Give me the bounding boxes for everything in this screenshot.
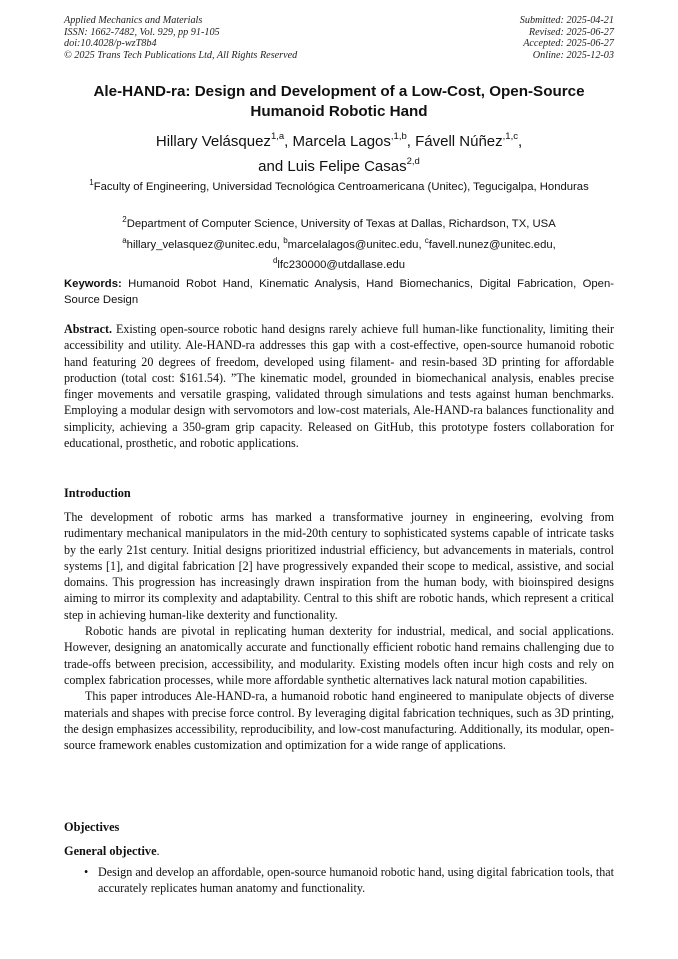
- paragraph: Robotic hands are pivotal in replicating human dexterity for industrial, medical, and social applications. However, designing an anatomically accurate and functionally efficient robotic hand remains challenging due to trade-offs between precision, accessibility, and modularity. Existing models often incur high costs and rely on complex fabrication processes, while more affordable synthetic alternatives lack natural motion capabilities.: [64, 624, 614, 687]
- author-name: Marcela Lagos: [292, 133, 391, 150]
- author-emails: $^a$hillary_velasquez@unitec.edu, $^b$marcelalagos@unitec.edu, $^c$favell.nunez@unitec.edu, $^d$lfc230000@utdallase.edu: [122, 236, 556, 271]
- list-item-text: Design and develop an affordable, open-source humanoid robotic hand, using digital fabrication tools, that accurately replicates human anatomy and functionality.: [98, 865, 614, 896]
- email-link[interactable]: favell.nunez@unitec.edu,: [428, 238, 556, 251]
- abstract-text: Existing open-source robotic hand designs rarely achieve full human-like functionality, limiting their accessibility and utility. Ale-HAND-ra addresses this gap with a cost-effective, open-source humanoid robotic hand featuring 20 degrees of freedom, developed using filament- and resin-based 3D printing for affordable production (total cost: $161.54). ”The kinematic model, grounded in biomechanical analysis, enables precise finger movements and versatile grasping, validated through simulations and tests against human benchmarks. Employing a modular design with servomotors and low-cost materials, Ale-HAND-ra balances functionality and simplicity, achieving a 350-gram grip capacity. Released on GitHub, this prototype fosters collaboration for educational, prosthetic, and robotic applications.: [64, 322, 614, 451]
- paragraph: This paper introduces Ale-HAND-ra, a humanoid robotic hand engineered to manipulate objects of diverse materials and shapes with precise force control. By leveraging digital fabrication techniques, such as 3D printing, the design emphasizes accessibility, reproducibility, and low-cost manufacturing. Additionally, its modular, open-source framework enables customization and optimization for a wide range of applications.: [64, 689, 614, 753]
- author-affil-mark: ,1,c: [502, 131, 518, 142]
- author-name: Hillary Velásquez: [155, 133, 271, 150]
- journal-name: Applied Mechanics and Materials: [64, 15, 203, 26]
- email-link[interactable]: lfc230000@utdallase.edu: [277, 258, 406, 271]
- author-affil-mark: ,1,b: [390, 131, 407, 142]
- date-submitted: Submitted: 2025-04-21: [519, 15, 614, 26]
- author-name: and Luis Felipe Casas: [258, 158, 407, 175]
- submission-dates: [520, 15, 614, 61]
- keywords-label: Keywords:: [64, 278, 122, 290]
- author-affil-mark: 2,d: [406, 156, 420, 167]
- affiliation-2: $^2$Department of Computer Science, University of Texas at Dallas, Richardson, TX, USA: [122, 215, 556, 230]
- email-link[interactable]: hillary_velasquez@unitec.edu,: [126, 238, 284, 251]
- date-online: Online: 2025-12-03: [532, 49, 614, 61]
- affiliation-1: $^1$Faculty of Engineering, Universidad Tecnológica Centroamericana (Unitec), Tegucigalpa, Honduras: [89, 178, 589, 193]
- journal-doi: doi:10.4028/p-wzT8b4: [64, 38, 157, 50]
- objective-list: [84, 864, 614, 897]
- keywords-text: Humanoid Robot Hand, Kinematic Analysis, Hand Biomechanics, Digital Fabrication, Open-Source Design: [64, 278, 614, 306]
- paragraph: The development of robotic arms has marked a transformative journey in engineering, evolving from rudimentary mechanical manipulators in the mid-20th century to sophisticated systems capable of intricate tasks by the early 21st century. Initial designs prioritized industrial efficiency, but advancements in materials, control systems [1], and digital fabrication [2] have progressively expanded their scope to medical, assistive, and social domains. This progression has increasingly drawn inspiration from the human body, with bioinspired designs aiming to mirror its complexity and adaptability. Central to this shift are robotic hands, which represent a critical step in achieving human-like dexterity and functionality.: [64, 510, 614, 622]
- author-affil-mark: 1,a: [270, 131, 285, 142]
- bullet-icon: •: [84, 865, 89, 879]
- author-list: Hillary Velásquez$^{1,a}$, Marcela Lagos$^{,1,b}$, Fávell Núñez$^{,1,c}$, and Luis Felipe Casas$^{2,d}$: [155, 131, 523, 175]
- journal-copyright: © 2025 Trans Tech Publications Ltd, All Rights Reserved: [64, 49, 298, 61]
- abstract-label: Abstract.: [64, 322, 113, 336]
- email-link[interactable]: marcelalagos@unitec.edu,: [287, 238, 425, 251]
- introduction-body: [64, 509, 614, 753]
- date-accepted: Accepted: 2025-06-27: [523, 38, 614, 50]
- author-name: Fávell Núñez: [415, 133, 503, 150]
- section-heading-introduction: Introduction: [64, 486, 131, 500]
- journal-issn: ISSN: 1662-7482, Vol. 929, pp 91-105: [64, 26, 220, 38]
- abstract: [64, 321, 614, 451]
- date-revised: Revised: 2025-06-27: [528, 26, 614, 38]
- keywords: [64, 276, 614, 308]
- journal-info: [64, 15, 297, 61]
- section-heading-objectives: Objectives: [64, 820, 120, 834]
- list-item: [84, 864, 614, 897]
- subheading-general-objective: General objective.: [64, 844, 160, 858]
- paper-title: Ale-HAND-ra: Design and Development of a Low-Cost, Open-Source Humanoid Robotic Hand: [93, 83, 585, 120]
